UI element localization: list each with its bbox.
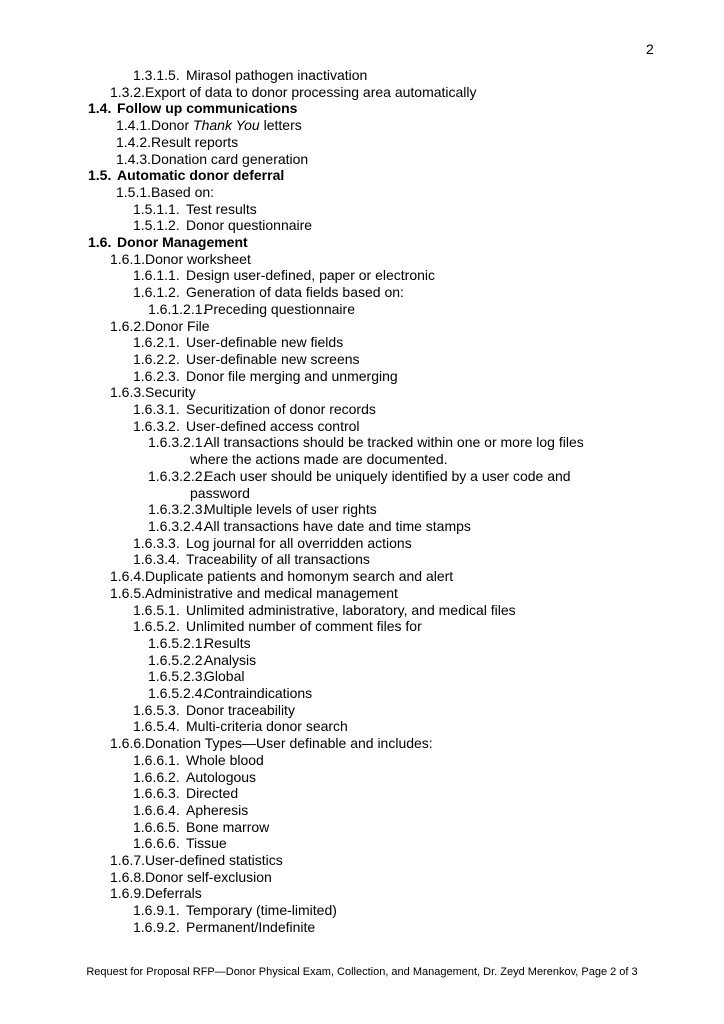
outline-item — [88, 167, 724, 184]
item-number: 1.5.1.2. — [133, 217, 180, 234]
outline-item — [116, 184, 724, 201]
item-number: 1.6.6.1. — [133, 751, 180, 768]
item-number: 1.6.3.3. — [133, 534, 180, 551]
outline-item — [133, 769, 724, 786]
outline-item — [148, 652, 724, 669]
outline-item — [110, 84, 724, 101]
item-text: Apheresis — [186, 801, 249, 818]
item-number: 1.6.9.1. — [133, 902, 180, 919]
item-number: 1.6.4. — [110, 568, 146, 585]
item-text: Contraindications — [204, 685, 313, 702]
item-text: Donor self-exclusion — [145, 868, 272, 885]
item-text: Multi-criteria donor search — [186, 718, 348, 735]
outline-item — [133, 351, 724, 368]
item-number: 1.6.6.4. — [133, 801, 180, 818]
outline-item — [148, 301, 724, 318]
item-text: Bone marrow — [186, 818, 270, 835]
item-number: 1.6.6.3. — [133, 785, 180, 802]
item-text: Results — [204, 634, 251, 651]
item-number: 1.6.2. — [110, 317, 146, 334]
item-text: Deferrals — [145, 885, 202, 902]
item-text: Donation card generation — [151, 150, 309, 167]
item-text: Automatic donor deferral — [117, 167, 285, 184]
outline-item — [110, 869, 724, 886]
item-number: 1.6.5.4. — [133, 718, 180, 735]
item-number: 1.6.5.3. — [133, 701, 180, 718]
item-text: Autologous — [186, 768, 257, 785]
outline-item — [110, 318, 724, 335]
item-number: 1.6.3.4. — [133, 551, 180, 568]
item-text: Test results — [186, 200, 257, 217]
item-number: 1.6.1.1. — [133, 267, 180, 284]
outline-item — [116, 134, 724, 151]
outline-item — [148, 434, 724, 467]
item-number: 1.6. — [88, 234, 112, 251]
item-text-segment: where the actions made are documented. — [190, 451, 448, 468]
outline-item — [110, 585, 724, 602]
item-text: Donation Types—User definable and includes: — [145, 735, 433, 752]
item-number: 1.6.3.2.2. — [148, 467, 207, 484]
item-text: Multiple levels of user rights — [204, 501, 377, 518]
item-number: 1.6.3.2.1. — [148, 434, 207, 451]
item-text: Tissue — [186, 835, 227, 852]
item-number: 1.6.6. — [110, 735, 146, 752]
item-text: User-definable new screens — [186, 350, 360, 367]
item-text: All transactions have date and time stamps — [204, 517, 471, 534]
item-number: 1.6.5.2.1. — [148, 634, 207, 651]
item-number: 1.6.2.1. — [133, 334, 180, 351]
item-number: 1.5. — [88, 167, 112, 184]
item-number: 1.5.1. — [116, 183, 152, 200]
item-number: 1.6.5.2. — [133, 618, 180, 635]
item-number: 1.6.1. — [110, 250, 146, 267]
item-text: Donor file merging and unmerging — [186, 367, 398, 384]
item-text — [190, 434, 584, 468]
item-text: Preceding questionnaire — [204, 300, 355, 317]
item-text: Security — [145, 384, 196, 401]
item-number: 1.4. — [88, 100, 112, 117]
item-number: 1.6.6.6. — [133, 835, 180, 852]
item-text — [190, 467, 571, 501]
item-text: Donor traceability — [186, 701, 295, 718]
outline-item — [110, 251, 724, 268]
outline-item — [133, 819, 724, 836]
item-number: 1.6.1.2.1. — [148, 300, 207, 317]
page-number: 2 — [646, 41, 654, 57]
outline-item — [133, 602, 724, 619]
item-text: User-defined access control — [186, 417, 360, 434]
item-number: 1.6.3.1. — [133, 401, 180, 418]
item-text-segment: Each user should be uniquely identified by a user code and — [204, 467, 571, 484]
item-number: 1.6.5.2.2. — [148, 651, 207, 668]
outline-item — [133, 902, 724, 919]
item-number: 1.6.9.2. — [133, 918, 180, 935]
item-text: Unlimited administrative, laboratory, and medical files — [186, 601, 516, 618]
outline-item — [148, 668, 724, 685]
item-text: User-defined statistics — [145, 852, 283, 869]
outline-item — [133, 401, 724, 418]
item-number: 1.6.9. — [110, 885, 146, 902]
item-text: Based on: — [151, 183, 215, 200]
outline-item — [110, 885, 724, 902]
item-text: Donor Management — [117, 234, 248, 251]
item-text: Temporary (time-limited) — [186, 902, 337, 919]
outline-item — [133, 535, 724, 552]
outline-item — [110, 384, 724, 401]
outline-item — [116, 117, 724, 134]
outline-item — [110, 852, 724, 869]
item-number: 1.6.1.2. — [133, 284, 180, 301]
outline-item — [148, 518, 724, 535]
item-text: Whole blood — [186, 751, 264, 768]
item-text: Global — [204, 668, 245, 685]
item-number: 1.6.5.1. — [133, 601, 180, 618]
item-text: Administrative and medical management — [145, 584, 398, 601]
item-text: Directed — [186, 785, 239, 802]
outline-item — [148, 468, 724, 501]
item-text: Duplicate patients and homonym search and alert — [145, 568, 454, 585]
outline-item — [133, 702, 724, 719]
outline-item — [148, 501, 724, 518]
item-text: Traceability of all transactions — [186, 551, 370, 568]
item-number: 1.6.3.2.4. — [148, 517, 207, 534]
outline-item — [110, 568, 724, 585]
item-number: 1.3.2. — [110, 83, 146, 100]
item-text: Design user-defined, paper or electronic — [186, 267, 436, 284]
outline-item — [133, 835, 724, 852]
outline-item — [133, 618, 724, 635]
item-number: 1.3.1.5. — [133, 67, 180, 83]
item-text: Donor worksheet — [145, 250, 251, 267]
outline-list — [0, 67, 724, 936]
outline-item — [133, 267, 724, 284]
outline-item — [133, 217, 724, 234]
outline-item — [148, 685, 724, 702]
item-number: 1.6.2.3. — [133, 367, 180, 384]
item-text: Securitization of donor records — [186, 401, 376, 418]
item-number: 1.6.5. — [110, 584, 146, 601]
outline-item — [133, 67, 724, 84]
outline-item — [148, 635, 724, 652]
item-number: 1.4.3. — [116, 150, 152, 167]
item-text-italic: Thank You — [193, 117, 260, 134]
footer-text: Request for Proposal RFP—Donor Physical Exam, Collection, and Management, Dr. Zeyd Merenkov, Page 2 of 3 — [86, 966, 638, 978]
item-text: Mirasol pathogen inactivation — [186, 67, 368, 83]
item-number: 1.6.2.2. — [133, 350, 180, 367]
item-number: 1.5.1.1. — [133, 200, 180, 217]
item-text: Log journal for all overridden actions — [186, 534, 412, 551]
item-text: Donor File — [145, 317, 210, 334]
item-text: Follow up communications — [117, 100, 298, 117]
item-text: Result reports — [151, 133, 239, 150]
item-number: 1.6.3.2. — [133, 417, 180, 434]
item-number: 1.6.3.2.3. — [148, 501, 207, 518]
outline-item — [133, 802, 724, 819]
item-number: 1.6.7. — [110, 852, 146, 869]
outline-item — [116, 151, 724, 168]
item-text: Unlimited number of comment files for — [186, 618, 422, 635]
outline-item — [133, 284, 724, 301]
item-number: 1.6.8. — [110, 868, 146, 885]
outline-item — [133, 551, 724, 568]
item-number: 1.6.6.5. — [133, 818, 180, 835]
item-number: 1.6.6.2. — [133, 768, 180, 785]
outline-item — [110, 735, 724, 752]
item-number: 1.6.5.2.4. — [148, 685, 207, 702]
outline-item — [133, 201, 724, 218]
outline-item — [133, 785, 724, 802]
outline-item — [133, 919, 724, 936]
outline-item — [133, 334, 724, 351]
item-text: User-definable new fields — [186, 334, 344, 351]
outline-item — [88, 234, 724, 251]
item-text-segment: Donor — [151, 117, 194, 134]
item-text: Generation of data fields based on: — [186, 284, 404, 301]
outline-item — [133, 752, 724, 769]
item-text — [151, 117, 302, 134]
outline-item — [133, 718, 724, 735]
item-text: Permanent/Indefinite — [186, 918, 316, 935]
item-number: 1.6.5.2.3. — [148, 668, 207, 685]
item-number: 1.4.2. — [116, 133, 152, 150]
item-text-segment: password — [190, 484, 250, 501]
outline-item — [133, 418, 724, 435]
item-text: Export of data to donor processing area automatically — [145, 83, 477, 100]
outline-item — [133, 368, 724, 385]
item-text: Donor questionnaire — [186, 217, 313, 234]
item-text-segment: letters — [259, 117, 302, 134]
outline-item — [88, 100, 724, 117]
item-number: 1.6.3. — [110, 384, 146, 401]
item-text: Analysis — [204, 651, 257, 668]
item-number: 1.4.1. — [116, 117, 152, 134]
item-text-segment: All transactions should be tracked within one or more log files — [204, 434, 584, 451]
